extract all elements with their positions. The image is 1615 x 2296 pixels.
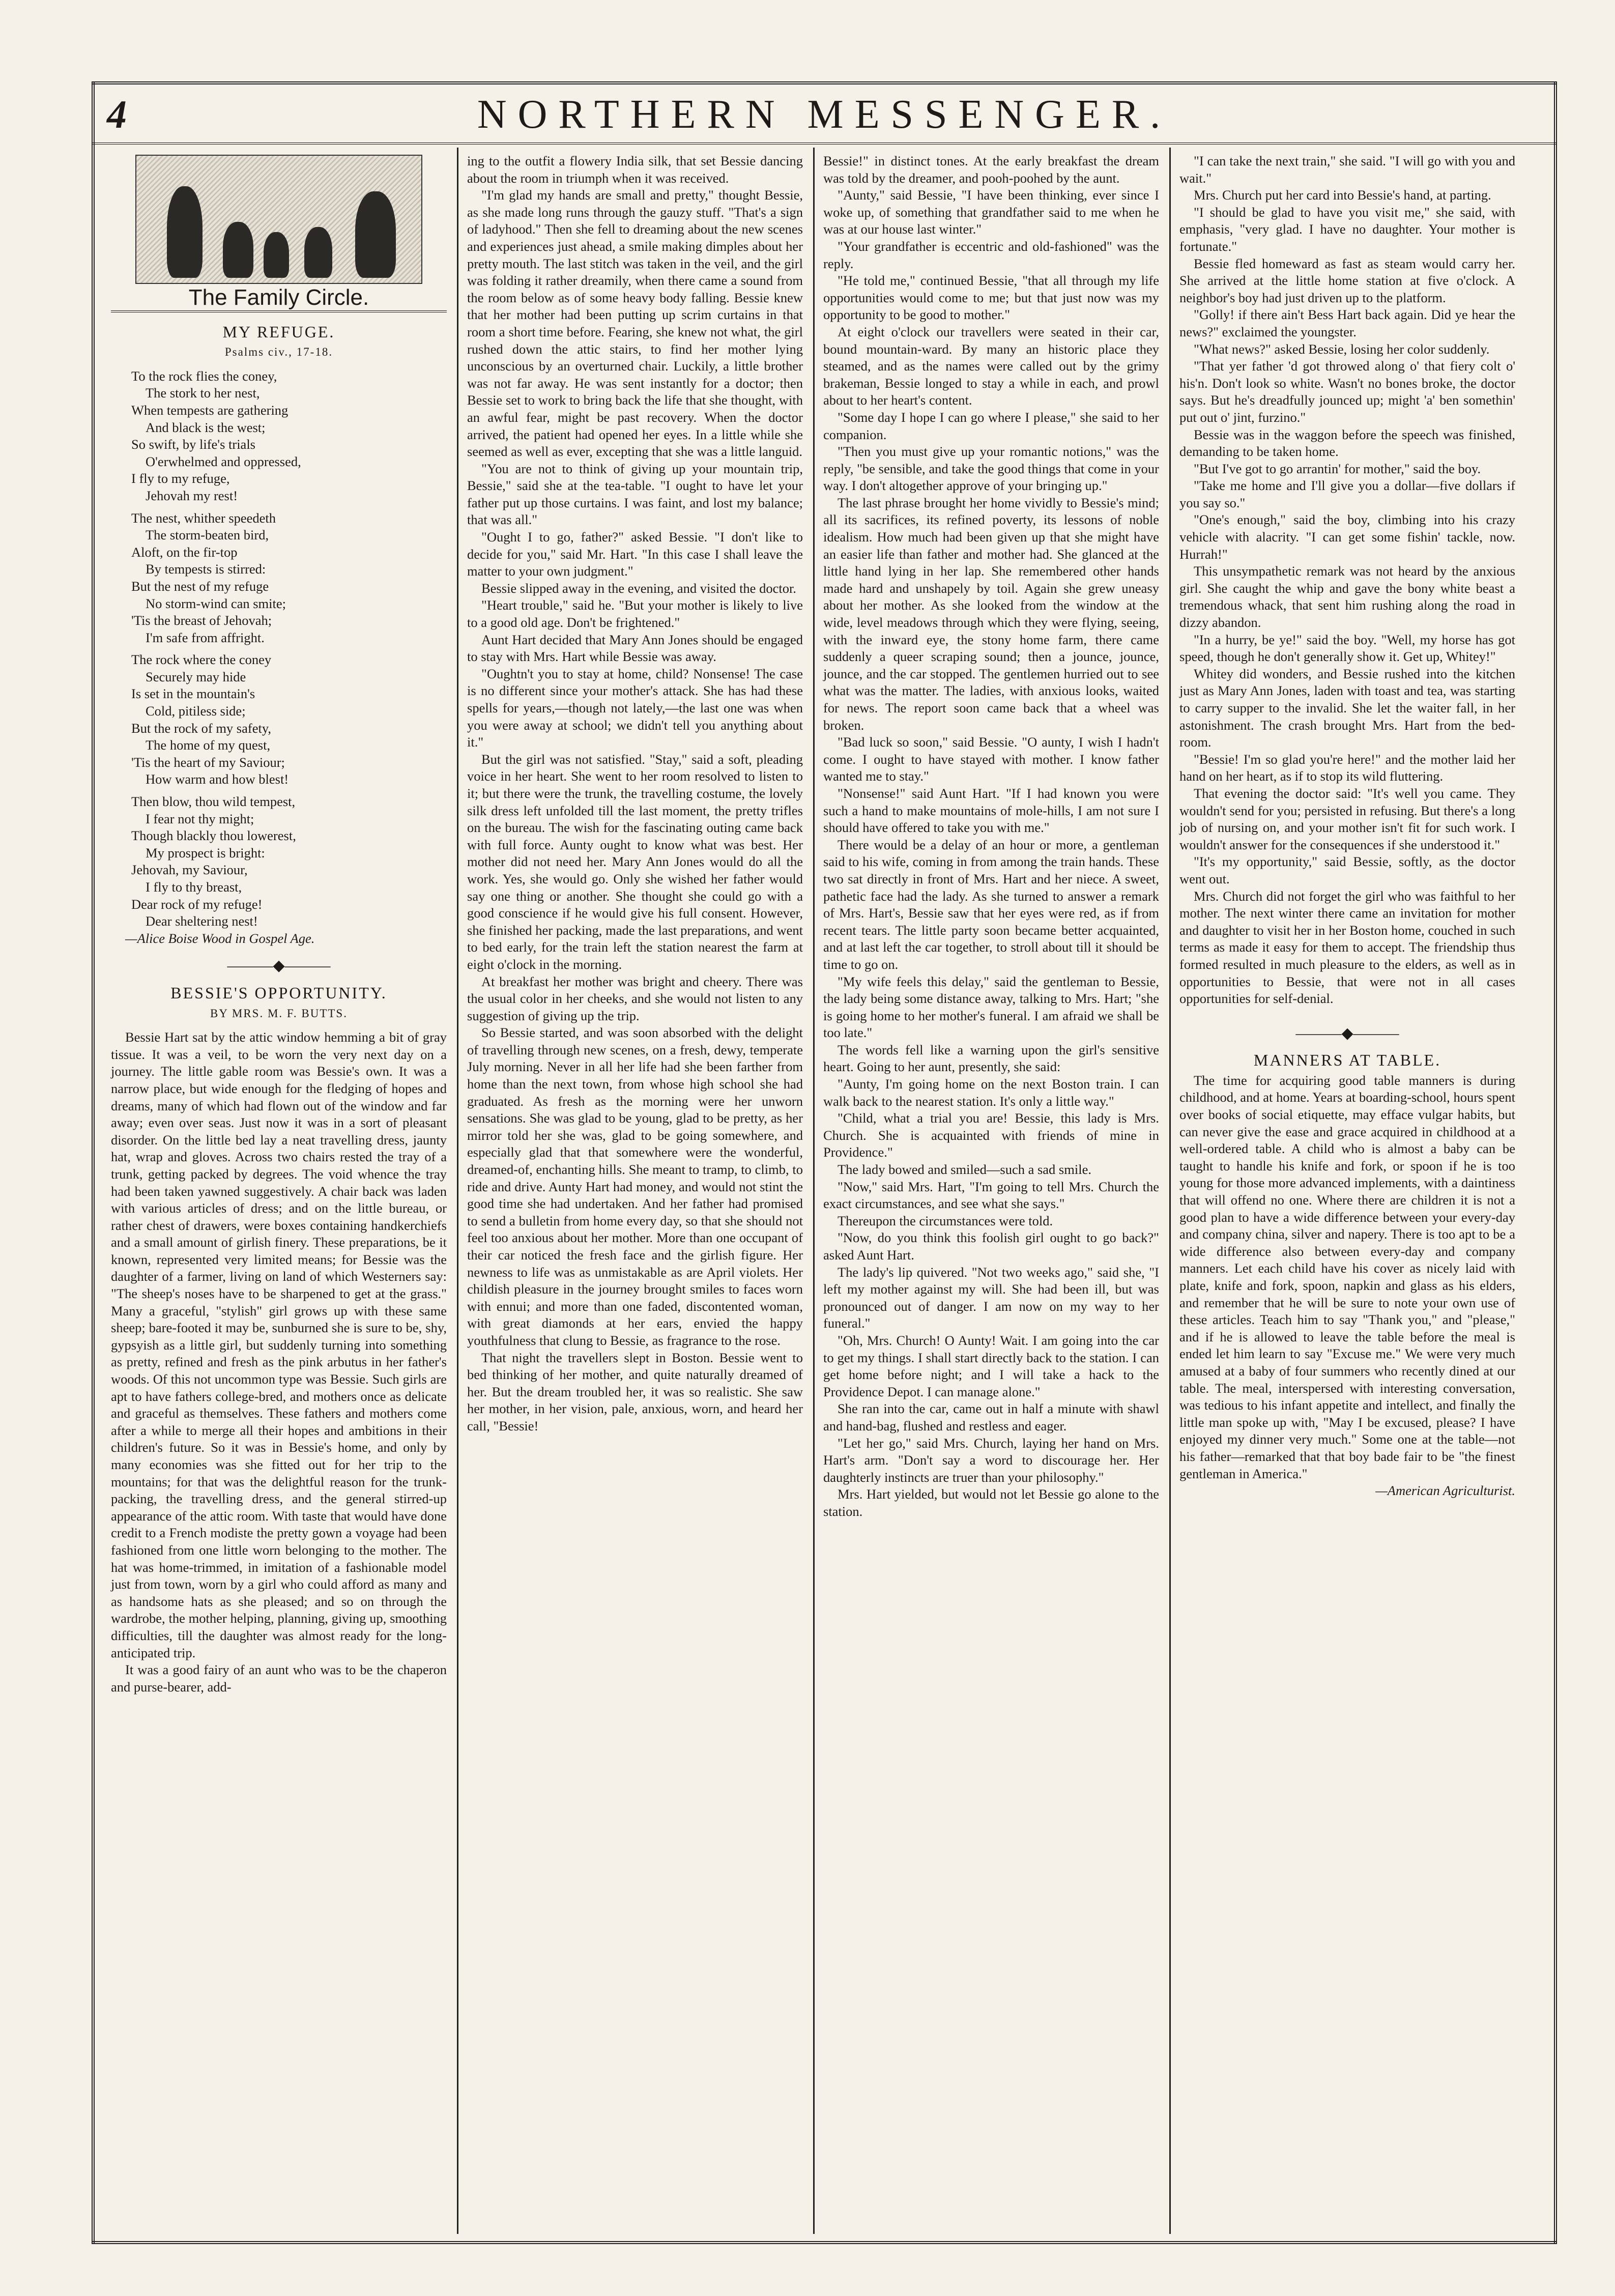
poem-line: How warm and how blest! — [146, 771, 289, 787]
poem-line: Jehovah, my Saviour, — [131, 862, 248, 878]
story-paragraph: Mrs. Church put her card into Bessie's hand, at parting. — [1194, 187, 1491, 203]
column-rule — [813, 148, 815, 2234]
story-paragraph: The words fell like a warning upon the girl's sensitive heart. Going to her aunt, presently, she said: — [823, 1042, 1159, 1075]
poem-line: But the nest of my refuge — [131, 578, 269, 594]
poem-line: When tempests are gathering — [131, 402, 289, 418]
poem-title: MY REFUGE. — [222, 322, 335, 341]
story-title: BESSIE'S OPPORTUNITY. — [170, 983, 387, 1002]
poem-line: And black is the west; — [146, 419, 266, 435]
story-paragraph: That night the travellers slept in Boston. Bessie went to bed thinking of her mother, and quite naturally dreamed of her. But the dream troubled her, it was so realistic. She saw her mother, in her vision, pale, anxious, worn, and heard her call, "Bessie! — [467, 1350, 803, 1433]
story-paragraph: "In a hurry, be ye!" said the boy. "Well, my horse has got speed, though he don't generally show it. Get up, Whitey!" — [1179, 632, 1515, 665]
section-title: The Family Circle. — [188, 285, 369, 310]
manners-paragraph: The time for acquiring good table manners is during childhood, and at home. Years at boarding-school, hours spent over books of social etiquette, may efface vulgar habits, but can never give the ease and grace acquired in childhood at a well-ordered table. A child who is almost a baby can be taught to handle his knife and fork, or spoon if he is too young for those more advanced implements, with a daintiness that will offend no one. Where there are children it is not a good plan to have a wide difference between your every-day and company china, silver and napery. There is too apt to be a wide difference also between every-day and company manners. Let each child have his cover as nicely laid with plate, knife and fork, spoon, napkin and glass as his elders, and remember that he will be sure to note your own use of these articles. Teach him to say "Thank you," and "please," and if he is allowed to leave the table before the meal is ended let him learn to say "Excuse me." We were very much amused at a baby of four summers who recently dined at our table. The meal, interspersed with interesting conversation, was tedious to his infant appetite and intellect, and finally the little man spoke up with, "May I be excused, please? I have enjoyed my dinner very much." Some one at the table—not his father—remarked that that boy bade fair to be "the finest gentleman in America." — [1179, 1072, 1515, 1481]
poem-line: 'Tis the breast of Jehovah; — [131, 613, 272, 628]
story-paragraph: Bessie!" in distinct tones. At the early breakfast the dream was told by the dreamer, and pooh-poohed by the aunt. — [823, 153, 1159, 186]
story-paragraph: "Bessie! I'm so glad you're here!" and the mother laid her hand on her heart, as if to stop its wild fluttering. — [1179, 751, 1515, 784]
poem-line: No storm-wind can smite; — [146, 595, 286, 611]
story-paragraph: The last phrase brought her home vividly to Bessie's mind; all its sacrifices, its refined poverty, its lessons of noble idealism. How much had been given up that she might have an easier life than father and mother had. She glanced at the little hand lying in her lap. She remembered other hands made hard and unshapely by toil. Again she grew uneasy about her mother. As she looked from the window at the wide, level meadows through which they were flying, seeing, with the inward eye, the stony home farm, there came suddenly a queer scraping sound; then a jounce, jounce, jounce, and the car stopped. The gentlemen hurried out to see what was the matter. The ladies, with anxious looks, waited for news. The report soon came back that a wheel was broken. — [823, 495, 1159, 733]
column-rule — [1169, 148, 1171, 2234]
poem-line: The stork to her nest, — [146, 385, 260, 401]
poem-line: Cold, pitiless side; — [146, 703, 246, 719]
figure-icon — [264, 232, 289, 278]
poem-line: O'erwhelmed and oppressed, — [146, 453, 301, 469]
poem-line: Dear sheltering nest! — [146, 913, 258, 929]
story-paragraph: She ran into the car, came out in half a minute with shawl and hand-bag, flushed and restless and eager. — [823, 1401, 1159, 1433]
column-2 — [467, 153, 803, 1435]
masthead: NORTHERN MESSENGER. — [477, 92, 1172, 137]
figure-icon — [304, 227, 332, 278]
story-paragraph: "Let her go," said Mrs. Church, laying her hand on Mrs. Hart's arm. "Don't say a word to discourage her. Her daughterly instincts are truer than your philosophy." — [823, 1435, 1159, 1485]
bottom-border — [92, 2241, 1557, 2244]
story-paragraph: "Some day I hope I can go where I please," she said to her companion. — [823, 409, 1159, 442]
story-paragraph: Aunt Hart decided that Mary Ann Jones should be engaged to stay with Mrs. Hart while Bessie was away. — [467, 632, 803, 665]
story-paragraph: "Aunty, I'm going home on the next Boston train. I can walk back to the nearest station. It's only a little way." — [823, 1076, 1159, 1109]
figure-icon — [355, 191, 396, 278]
story-paragraph: "Bad luck so soon," said Bessie. "O aunty, I wish I hadn't come. I ought to have stayed with mother. I know father wanted me to stay." — [823, 734, 1159, 784]
story-paragraph: The lady bowed and smiled—such a sad smile. — [838, 1162, 1091, 1178]
manners-attribution: —American Agriculturist. — [1375, 1483, 1515, 1499]
story-paragraph: "Oughtn't you to stay at home, child? Nonsense! The case is no different since your mother's attack. She has had these spells for years,—though not lately,—the last one was when you were away at school; we didn't tell you anything about it." — [467, 666, 803, 750]
story-paragraph: This unsympathetic remark was not heard by the anxious girl. She caught the whip and gave the bony white beast a tremendous whack, that sent him rushing along the road in dizzy abandon. — [1179, 563, 1515, 630]
story-paragraph: It was a good fairy of an aunt who was to be the chaperon and purse-bearer, add- — [111, 1662, 447, 1695]
top-border — [92, 81, 1557, 84]
poem-line: By tempests is stirred: — [146, 561, 266, 577]
story-paragraph: That evening the doctor said: "It's well you came. They wouldn't send for you; persisted in refusing. But there's a long job of nursing on, and your mother isn't fit for such work. I wouldn't answer for the consequences if she understood it." — [1179, 785, 1515, 852]
story-paragraph: "One's enough," said the boy, climbing into his crazy vehicle with alacrity. "I can get some fishin' tackle, now. Hurrah!" — [1179, 512, 1515, 562]
story-paragraph: Mrs. Hart yielded, but would not let Bessie go alone to the station. — [823, 1486, 1159, 1519]
poem-reference: Psalms civ., 17-18. — [224, 346, 333, 359]
poem-line: Dear rock of my refuge! — [131, 896, 263, 912]
story-paragraph: "Golly! if there ain't Bess Hart back again. Did ye hear the news?" exclaimed the youngster. — [1179, 307, 1515, 339]
column-3 — [823, 153, 1159, 1520]
family-circle-engraving — [135, 155, 422, 284]
poem-attribution: —Alice Boise Wood in Gospel Age. — [125, 930, 315, 946]
column-4 — [1179, 153, 1515, 1500]
story-paragraph: "Ought I to go, father?" asked Bessie. "I don't like to decide for you," said Mr. Hart. "In this case I shall leave the matter to your own judgment." — [467, 529, 803, 579]
poem-line: Securely may hide — [146, 669, 246, 684]
story-paragraph: "Now," said Mrs. Hart, "I'm going to tell Mrs. Church the exact circumstances, and see what she says." — [823, 1179, 1159, 1212]
poem-line: I fly to my refuge, — [131, 471, 230, 486]
story-paragraph: Bessie was in the waggon before the speech was finished, demanding to be taken home. — [1179, 426, 1515, 460]
story-paragraph: "It's my opportunity," said Bessie, softly, as the doctor went out. — [1179, 854, 1515, 886]
masthead-rule — [92, 142, 1557, 145]
poem-line: I fly to thy breast, — [146, 879, 242, 895]
story-paragraph: "Now, do you think this foolish girl ought to go back?" asked Aunt Hart. — [823, 1230, 1159, 1262]
divider — [111, 310, 447, 312]
story-paragraph: "But I've got to go arrantin' for mother," said the boy. — [1194, 461, 1481, 476]
story-paragraph: "Child, what a trial you are! Bessie, this lady is Mrs. Church. She is acquainted with friends of mine in Providence." — [823, 1110, 1159, 1160]
poem-line: I'm safe from affright. — [146, 629, 265, 645]
story-paragraph: "He told me," continued Bessie, "that all through my life opportunities would come to me; but that just now was my opportunity to be good to mother." — [823, 273, 1159, 323]
poem-line: My prospect is bright: — [146, 845, 265, 860]
story-paragraph: At breakfast her mother was bright and cheery. There was the usual color in her cheeks, and she would not listen to any suggestion of giving up the trip. — [467, 973, 803, 1023]
story-paragraph: "Nonsense!" said Aunt Hart. "If I had known you were such a hand to make mountains of mole-hills, I am not sure I should have offered to take you with me." — [823, 785, 1159, 836]
story-paragraph: So Bessie started, and was soon absorbed with the delight of travelling through new scenes, on a fresh, dewy, temperate July morning. Never in all her life had she been farther from home than the next town, from whose high school she had graduated. As fresh as the morning were her unworn sensations. She was glad to be young, glad to be pretty, as her mirror told her she was, glad to be going somewhere, and especially glad that that somewhere were the wonderful, dreamed-of, enchanting hills. She meant to tramp, to climb, to ride and drive. Aunty Hart had money, and would not stint the good time she had undertaken. And her father had promised to send a bulletin from home every day, so that she should not feel too anxious about her mother. More than one occupant of their car noticed the fresh face and the girlish figure. Her newness to life was as unmistakable as are April violets. Her childish pleasure in the journey brought smiles to faces worn with ennui; and more than one faded, discontented woman, with great diamonds at her ears, envied the happy youthfulness that clung to Bessie, as fragrance to the rose. — [467, 1025, 803, 1348]
story-paragraph: Bessie slipped away in the evening, and visited the doctor. — [481, 580, 796, 596]
poem-line: Then blow, thou wild tempest, — [131, 794, 296, 810]
story-paragraph: "My wife feels this delay," said the gentleman to Bessie, the lady being some distance away, talking to Mrs. Hart; "she is going home to her mother's funeral. I am afraid we shall be too late." — [823, 973, 1159, 1041]
poem-line: Jehovah my rest! — [146, 487, 238, 503]
story-paragraph: "I should be glad to have you visit me," she said, with emphasis, "very glad. I have no daughter. Your mother is fortunate." — [1179, 204, 1515, 254]
story-paragraph: "I can take the next train," she said. "I will go with you and wait." — [1179, 153, 1515, 186]
story-paragraph: "I'm glad my hands are small and pretty," thought Bessie, as she made long runs through the gauzy stuff. "That's a sign of ladyhood." Then she fell to dreaming about the new scenes and experiences just ahead, a smile making dimples about her pretty mouth. The last stitch was taken in the veil, and the girl was folding it rather dreamily, when there came a sound from the room below as of some heavy body falling. Bessie knew that her mother had been putting up scrim curtains in that room a short time before. Fearing, she knew not what, the girl rushed down the attic stairs, to find her mother lying unconscious by an overturned chair. Luckily, a little brother was not far away. He was sent instantly for a doctor; then Bessie set to work to bring back the life that she thought, with an awful fear, might be past recovery. When the doctor arrived, the patient had opened her eyes. In a little while she seemed as well as ever, excepting that she was a little languid. — [467, 187, 803, 460]
story-paragraph: But the girl was not satisfied. "Stay," said a soft, pleading voice in her heart. She went to her room resolved to listen to it; but there were the trunk, the travelling costume, the lovely silk dress left unfolded till the last moment, the pretty trifles on the bureau. The wish for the fascinating outing came back with full force. Aunty ought to know what was best. Her mother did not need her. Mary Ann Jones would do all the work. Yes, she would go. Only she wished her father would say one thing or another. She thought she could go with a good conscience if he would give his full consent. However, she finished her packing, made the last preparations, and went to bed early, for the train left the station nearest the farm at eight o'clock in the morning. — [467, 751, 803, 972]
story-paragraph: Mrs. Church did not forget the girl who was faithful to her mother. The next winter there came an invitation for mother and daughter to visit her in her Boston home, couched in such terms as made it easy for them to accept. The friendship thus formed resulted in much pleasure to the elders, as well as in opportunities to Bessie, that were not in all cases opportunities for self-denial. — [1179, 888, 1515, 1007]
story-byline: BY MRS. M. F. BUTTS. — [210, 1007, 348, 1020]
story-paragraph: There would be a delay of an hour or more, a gentleman said to his wife, coming in from among the train hands. These two sat directly in front of Mrs. Hart and her niece. A sweet, pathetic face had the lady. As she turned to answer a remark of Mrs. Hart's, Bessie saw that her eyes were red, as if from recent tears. The little party soon became better acquainted, and at last left the car together, to stroll about till it should be time to go on. — [823, 837, 1159, 972]
story-paragraph: Whitey did wonders, and Bessie rushed into the kitchen just as Mary Ann Jones, laden with toast and tea, was starting to carry supper to the invalid. She let the waiter fall, in her astonishment. The crash brought Mrs. Hart from the bed-room. — [1179, 666, 1515, 750]
story-paragraph: "Take me home and I'll give you a dollar—five dollars if you say so." — [1179, 478, 1515, 510]
story-paragraph: "Heart trouble," said he. "But your mother is likely to live to a good old age. Don't be frightened." — [467, 597, 803, 630]
poem-line: The storm-beaten bird, — [146, 527, 269, 543]
story-paragraph: Bessie fled homeward as fast as steam would carry her. She arrived at the little home station at five o'clock. A neighbor's boy had just driven up to the platform. — [1179, 255, 1515, 305]
column-1 — [111, 153, 447, 1696]
story-paragraph: Bessie Hart sat by the attic window hemming a bit of gray tissue. It was a veil, to be worn the very next day on a journey. The little gable room was Bessie's own. It was a narrow place, but wide enough for the fledging of hopes and dreams, many of which had flown out of the window and far away; even over seas. Just now it was in a sort of pleasant disorder. On the little bed lay a neat travelling dress, jaunty hat, wrap and gloves. Across two chairs rested the tray of a trunk, getting packed by degrees. The void whence the tray had been taken yawned suggestively. A chair back was laden with various articles of dress; and on the little bureau, or rather chest of drawers, were boxes containing handkerchiefs and a small amount of girlish finery. These preparations, be it known, represented very limited means; for Bessie was the daughter of a farmer, living on land of which Westerners say: "The sheep's noses have to be sharpened to get at the grass." Many a graceful, "stylish" girl grows up with these same sheep; bare-footed it may be, sunburned she is sure to be, shy, gypsyish as a little girl, but suddenly turning into something as pretty, refined and fresh as the pink arbutus in her father's woods. Of this not uncommon type was Bessie. Such girls are apt to have fathers college-bred, and mothers once as delicate and graceful as themselves. These fathers and mothers come after a while to merge all their hopes and ambitions in their children's future. So it was in Bessie's home, and only by many economies was she fitted out for her trip to the mountains; for that was the delightful reason for the trunk-packing, the travelling dress, and the general stirred-up appearance of the attic room. With taste that would have done credit to a French modiste the pretty gown a voyage had been fashioned from one little worn belonging to the mother. The hat was home-trimmed, in imitation of a fashionable model just from town, worn by a girl who could afford as many and as handsome hats as she pleased; and so on through the wardrobe, the mother helping, planning, giving up, smoothing difficulties, till the daughter was almost ready for the long-anticipated trip. — [111, 1029, 447, 1660]
story-paragraph: Thereupon the circumstances were told. — [838, 1213, 1053, 1228]
figure-icon — [223, 222, 253, 278]
story-paragraph: "Then you must give up your romantic notions," was the reply, "be sensible, and take the good things that come in your way. I don't altogether approve of your bringing up." — [823, 444, 1159, 494]
left-border — [92, 81, 95, 2244]
newspaper-page — [92, 81, 1557, 2244]
ornament-divider: ———◆——— — [227, 957, 331, 974]
story-paragraph: "What news?" asked Bessie, losing her color suddenly. — [1194, 341, 1490, 357]
page-number: 4 — [107, 92, 127, 136]
story-paragraph: "That yer father 'd got throwed along o' that fiery colt o' his'n. Don't look so white. Wasn't no bones broke, the doctor says. But he's dreadfully jounced up; might 'a' ben somethin' put out o' jint, furzino." — [1179, 358, 1515, 425]
poem-line: The home of my quest, — [146, 737, 271, 753]
story-paragraph: The lady's lip quivered. "Not two weeks ago," said she, "I left my mother against my will. She had been ill, but was pronounced out of danger. I am now on my way to her funeral." — [823, 1264, 1159, 1331]
right-border — [1554, 81, 1557, 2244]
poem-line: Though blackly thou lowerest, — [131, 828, 296, 844]
poem-line: To the rock flies the coney, — [131, 368, 277, 384]
column-rule — [457, 148, 458, 2234]
poem-body — [131, 368, 447, 930]
poem-line: Is set in the mountain's — [131, 686, 255, 702]
poem-line: But the rock of my safety, — [131, 720, 271, 736]
story-paragraph: "Aunty," said Bessie, "I have been thinking, ever since I woke up, of something that grandfather said to me when he was at our house last winter." — [823, 187, 1159, 237]
figure-icon — [167, 186, 203, 278]
poem-line: 'Tis the heart of my Saviour; — [131, 754, 285, 770]
ornament-divider: ———◆——— — [1295, 1024, 1399, 1042]
poem-line: So swift, by life's trials — [131, 437, 255, 452]
story-paragraph: "You are not to think of giving up your mountain trip, Bessie," said she at the tea-table. "I ought to have let your father put up those curtains. I was faint, and lost my balance; that was all." — [467, 461, 803, 528]
story-paragraph: "Oh, Mrs. Church! O Aunty! Wait. I am going into the car to get my things. I shall start directly back to the station. I can get home before night; and I will take a hack to the Providence Depot. I can manage alone." — [823, 1332, 1159, 1399]
poem-line: I fear not thy might; — [146, 811, 254, 826]
manners-title: MANNERS AT TABLE. — [1253, 1051, 1441, 1070]
story-paragraph: At eight o'clock our travellers were seated in their car, bound mountain-ward. By many an historic place they steamed, and as the names were called out by the grimy brakeman, Bessie longed to stay a while in each, and prowl about to her heart's content. — [823, 324, 1159, 408]
story-paragraph: ing to the outfit a flowery India silk, that set Bessie dancing about the room in triumph when it was received. — [467, 153, 803, 186]
poem-line: Aloft, on the fir-top — [131, 544, 238, 560]
story-paragraph: "Your grandfather is eccentric and old-fashioned" was the reply. — [823, 238, 1159, 271]
poem-line: The rock where the coney — [131, 652, 272, 668]
poem-line: The nest, whither speedeth — [131, 510, 276, 526]
